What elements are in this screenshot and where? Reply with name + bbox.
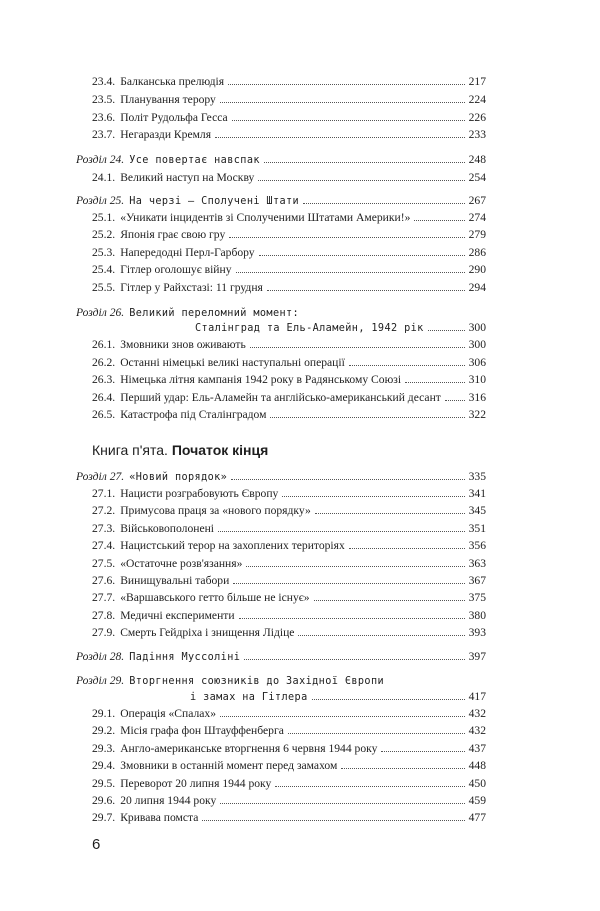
dot-leader [229, 237, 464, 238]
toc-entry [92, 171, 486, 185]
dot-leader [233, 583, 464, 584]
toc-entry [92, 707, 486, 721]
entry-title: Останні німецькі великі наступальні операції [120, 355, 345, 369]
entry-number: 24.1. [92, 170, 116, 184]
entry-title: Балканська прелюдія [120, 75, 225, 88]
toc-entry [92, 522, 486, 536]
toc-entry [92, 228, 486, 242]
entry-title: Примусова праця за «нового порядку» [120, 504, 311, 518]
entry-number: 23.7. [92, 128, 116, 142]
entry-title: Кривава помста [120, 811, 199, 825]
toc-entry [92, 574, 486, 588]
entry-number: 27.1. [92, 487, 116, 501]
chapter-page: 267 [468, 193, 486, 207]
entry-page: 380 [468, 608, 486, 622]
toc-entry [92, 591, 486, 605]
entry-page: 254 [468, 170, 486, 184]
toc-entry [92, 93, 486, 107]
dot-leader [220, 102, 465, 103]
entry-title: Катастрофа під Сталінградом [120, 407, 267, 421]
entry-number: 29.6. [92, 793, 116, 807]
entry-number: 27.8. [92, 608, 116, 622]
chapter-label: Розділ 29. [76, 674, 125, 688]
chapter-heading [76, 194, 486, 209]
entry-title: Гітлер оголошує війну [120, 263, 232, 277]
chapter-label: Розділ 26. [76, 305, 125, 319]
book-title: Початок кінця [171, 441, 269, 458]
dot-leader [428, 330, 465, 331]
entry-title: 20 липня 1944 року [120, 793, 217, 807]
toc-entry [92, 408, 486, 422]
dot-leader [314, 600, 465, 601]
dot-leader [220, 803, 464, 804]
entry-number: 25.2. [92, 228, 116, 242]
toc-entry [92, 777, 486, 791]
entry-title: Перший удар: Ель-Аламейн та англійсько-американський десант [120, 390, 441, 404]
chapter-label: Розділ 27. [76, 469, 125, 483]
entry-title: Нацисти розграбовують Європу [120, 487, 279, 501]
entry-number: 27.9. [92, 626, 116, 639]
entry-number: 25.4. [92, 263, 116, 277]
dot-leader [231, 479, 464, 480]
dot-leader [267, 290, 465, 291]
dot-leader [288, 733, 465, 734]
toc-entry [92, 211, 486, 225]
entry-page: 300 [468, 338, 486, 352]
toc-entry [92, 794, 486, 808]
dot-leader [239, 618, 465, 619]
entry-number: 26.4. [92, 390, 116, 404]
entry-number: 27.3. [92, 521, 116, 535]
entry-title: «Остаточне розв'язання» [120, 556, 243, 570]
entry-page: 322 [468, 407, 486, 421]
toc-entry [92, 246, 486, 260]
entry-number: 26.1. [92, 338, 116, 352]
entry-page: 351 [468, 521, 486, 535]
toc-entry [92, 609, 486, 623]
entry-page: 274 [468, 211, 486, 225]
toc-entry [92, 111, 486, 125]
dot-leader [259, 255, 465, 256]
entry-number: 23.5. [92, 93, 116, 107]
entry-page: 432 [468, 724, 486, 738]
entry-title: Японія грає свою гру [120, 228, 226, 242]
dot-leader [250, 347, 465, 348]
entry-number: 23.6. [92, 110, 116, 124]
entry-page: 226 [468, 110, 486, 124]
dot-leader [218, 531, 465, 532]
toc-entry [92, 338, 486, 352]
dot-leader [312, 699, 465, 700]
dot-leader [381, 751, 464, 752]
entry-page: 450 [468, 776, 486, 790]
toc-entry [92, 811, 486, 825]
dot-leader [236, 272, 465, 273]
toc-entry [92, 391, 486, 405]
chapter-title: Усе повертає навспак [129, 155, 260, 167]
dot-leader [282, 496, 464, 497]
entry-title: Переворот 20 липня 1944 року [120, 776, 272, 790]
entry-page: 294 [468, 280, 486, 294]
chapter-heading [76, 153, 486, 168]
toc-entry [92, 724, 486, 738]
toc-entry [92, 373, 486, 387]
toc-entry [92, 557, 486, 571]
chapter-label: Розділ 25. [76, 193, 125, 207]
entry-title: «Варшавського гетто більше не існує» [120, 591, 310, 605]
dot-leader [258, 180, 464, 181]
entry-number: 26.2. [92, 355, 116, 369]
toc-entry [92, 356, 486, 370]
chapter-heading [76, 306, 486, 321]
entry-page: 363 [468, 556, 486, 570]
book-heading [92, 442, 268, 458]
entry-page: 432 [468, 707, 486, 721]
entry-number: 26.3. [92, 373, 116, 387]
dot-leader [232, 120, 465, 121]
entry-number: 27.4. [92, 539, 116, 553]
dot-leader [246, 566, 464, 567]
entry-title: Негаразди Кремля [120, 128, 212, 142]
entry-title: Військовополонені [120, 521, 215, 535]
dot-leader [244, 659, 464, 660]
entry-page: 306 [468, 355, 486, 369]
entry-number: 29.5. [92, 776, 116, 790]
entry-page: 477 [468, 811, 486, 825]
chapter-title: Великий переломний момент: [129, 307, 300, 319]
entry-number: 23.4. [92, 75, 116, 88]
entry-number: 27.7. [92, 591, 116, 605]
chapter-title: На черзі — Сполучені Штати [129, 195, 300, 207]
toc-entry [92, 263, 486, 277]
entry-number: 29.3. [92, 741, 116, 755]
entry-number: 26.5. [92, 407, 116, 421]
entry-number: 29.7. [92, 811, 116, 825]
entry-page: 316 [468, 390, 486, 404]
entry-title: Політ Рудольфа Гесса [120, 110, 228, 124]
entry-page: 375 [468, 591, 486, 605]
chapter-title-continuation [190, 690, 486, 705]
chapter-page: 335 [468, 469, 486, 483]
dot-leader [349, 365, 465, 366]
entry-page: 310 [468, 373, 486, 387]
toc-entry [92, 487, 486, 501]
entry-number: 27.2. [92, 504, 116, 518]
dot-leader [270, 417, 464, 418]
dot-leader [341, 768, 464, 769]
entry-title: Напередодні Перл-Гарбору [120, 245, 255, 259]
entry-number: 29.1. [92, 707, 116, 721]
chapter-title: Падіння Муссоліні [129, 652, 241, 664]
entry-page: 341 [468, 487, 486, 501]
entry-page: 393 [468, 626, 486, 639]
entry-title: Нацистський терор на захоплених територіях [120, 539, 345, 553]
entry-number: 25.3. [92, 245, 116, 259]
entry-title: «Уникати інцидентів зі Сполученими Штатами Америки!» [120, 211, 411, 225]
toc-entry [92, 539, 486, 553]
entry-page: 345 [468, 504, 486, 518]
chapter-page: 300 [468, 321, 486, 335]
entry-title: Змовники знов оживають [120, 338, 246, 352]
entry-title: Медичні експерименти [120, 608, 235, 622]
chapter-title-line2: і замах на Гітлера [190, 691, 308, 703]
entry-page: 356 [468, 539, 486, 553]
chapter-label: Розділ 28. [76, 650, 125, 664]
entry-page: 448 [468, 759, 486, 773]
toc-entry [92, 75, 486, 89]
chapter-title: Вторгнення союзників до Західної Європи [129, 676, 385, 688]
entry-page: 233 [468, 128, 486, 142]
dot-leader [315, 513, 465, 514]
entry-title: Місія графа фон Штауффенберга [120, 724, 284, 738]
dot-leader [405, 382, 465, 383]
page-number: 6 [92, 836, 101, 854]
chapter-label: Розділ 24. [76, 153, 125, 167]
entry-page: 459 [468, 793, 486, 807]
entry-number: 27.5. [92, 556, 116, 570]
dot-leader [414, 220, 464, 221]
book-prefix: Книга п'ята. [92, 441, 168, 458]
entry-title: Німецька літня кампанія 1942 року в Радянському Союзі [120, 373, 402, 387]
dot-leader [202, 820, 464, 821]
entry-number: 25.1. [92, 211, 116, 225]
toc-entry [92, 128, 486, 142]
chapter-page: 248 [468, 153, 486, 167]
chapter-heading [76, 470, 486, 485]
dot-leader [220, 716, 465, 717]
entry-title: Операція «Спалах» [120, 707, 217, 721]
dot-leader [228, 84, 465, 85]
dot-leader [445, 400, 465, 401]
entry-title: Змовники в останній момент перед замахом [120, 759, 338, 773]
entry-page: 217 [468, 75, 486, 88]
chapter-title: «Новий порядок» [129, 471, 228, 483]
entry-number: 29.4. [92, 759, 116, 773]
entry-page: 437 [468, 741, 486, 755]
entry-title: Англо-американське вторгнення 6 червня 1944 року [120, 741, 378, 755]
dot-leader [275, 786, 464, 787]
chapter-page: 417 [468, 689, 486, 703]
entry-title: Винищувальні табори [120, 573, 230, 587]
entry-page: 279 [468, 228, 486, 242]
dot-leader [298, 635, 464, 636]
toc-entry [92, 742, 486, 756]
toc-entry [92, 626, 486, 640]
dot-leader [215, 137, 465, 138]
entry-title: Гітлер у Райхстазі: 11 грудня [120, 280, 263, 294]
entry-page: 367 [468, 573, 486, 587]
chapter-heading [76, 674, 486, 689]
toc-entry [92, 281, 486, 295]
toc-entry [92, 759, 486, 773]
entry-page: 224 [468, 93, 486, 107]
entry-number: 29.2. [92, 724, 116, 738]
entry-number: 25.5. [92, 280, 116, 294]
dot-leader [264, 162, 465, 163]
chapter-page: 397 [468, 650, 486, 664]
chapter-heading [76, 650, 486, 665]
entry-title: Планування терору [120, 93, 216, 107]
entry-page: 286 [468, 245, 486, 259]
entry-title: Великий наступ на Москву [120, 170, 255, 184]
toc-entry [92, 504, 486, 518]
chapter-title-line2: Сталінград та Ель-Аламейн, 1942 рік [195, 323, 424, 335]
chapter-title-continuation [195, 321, 486, 336]
entry-page: 290 [468, 263, 486, 277]
dot-leader [303, 203, 465, 204]
entry-title: Смерть Гейдріха і знищення Лідіце [120, 626, 295, 639]
dot-leader [349, 548, 465, 549]
entry-number: 27.6. [92, 573, 116, 587]
